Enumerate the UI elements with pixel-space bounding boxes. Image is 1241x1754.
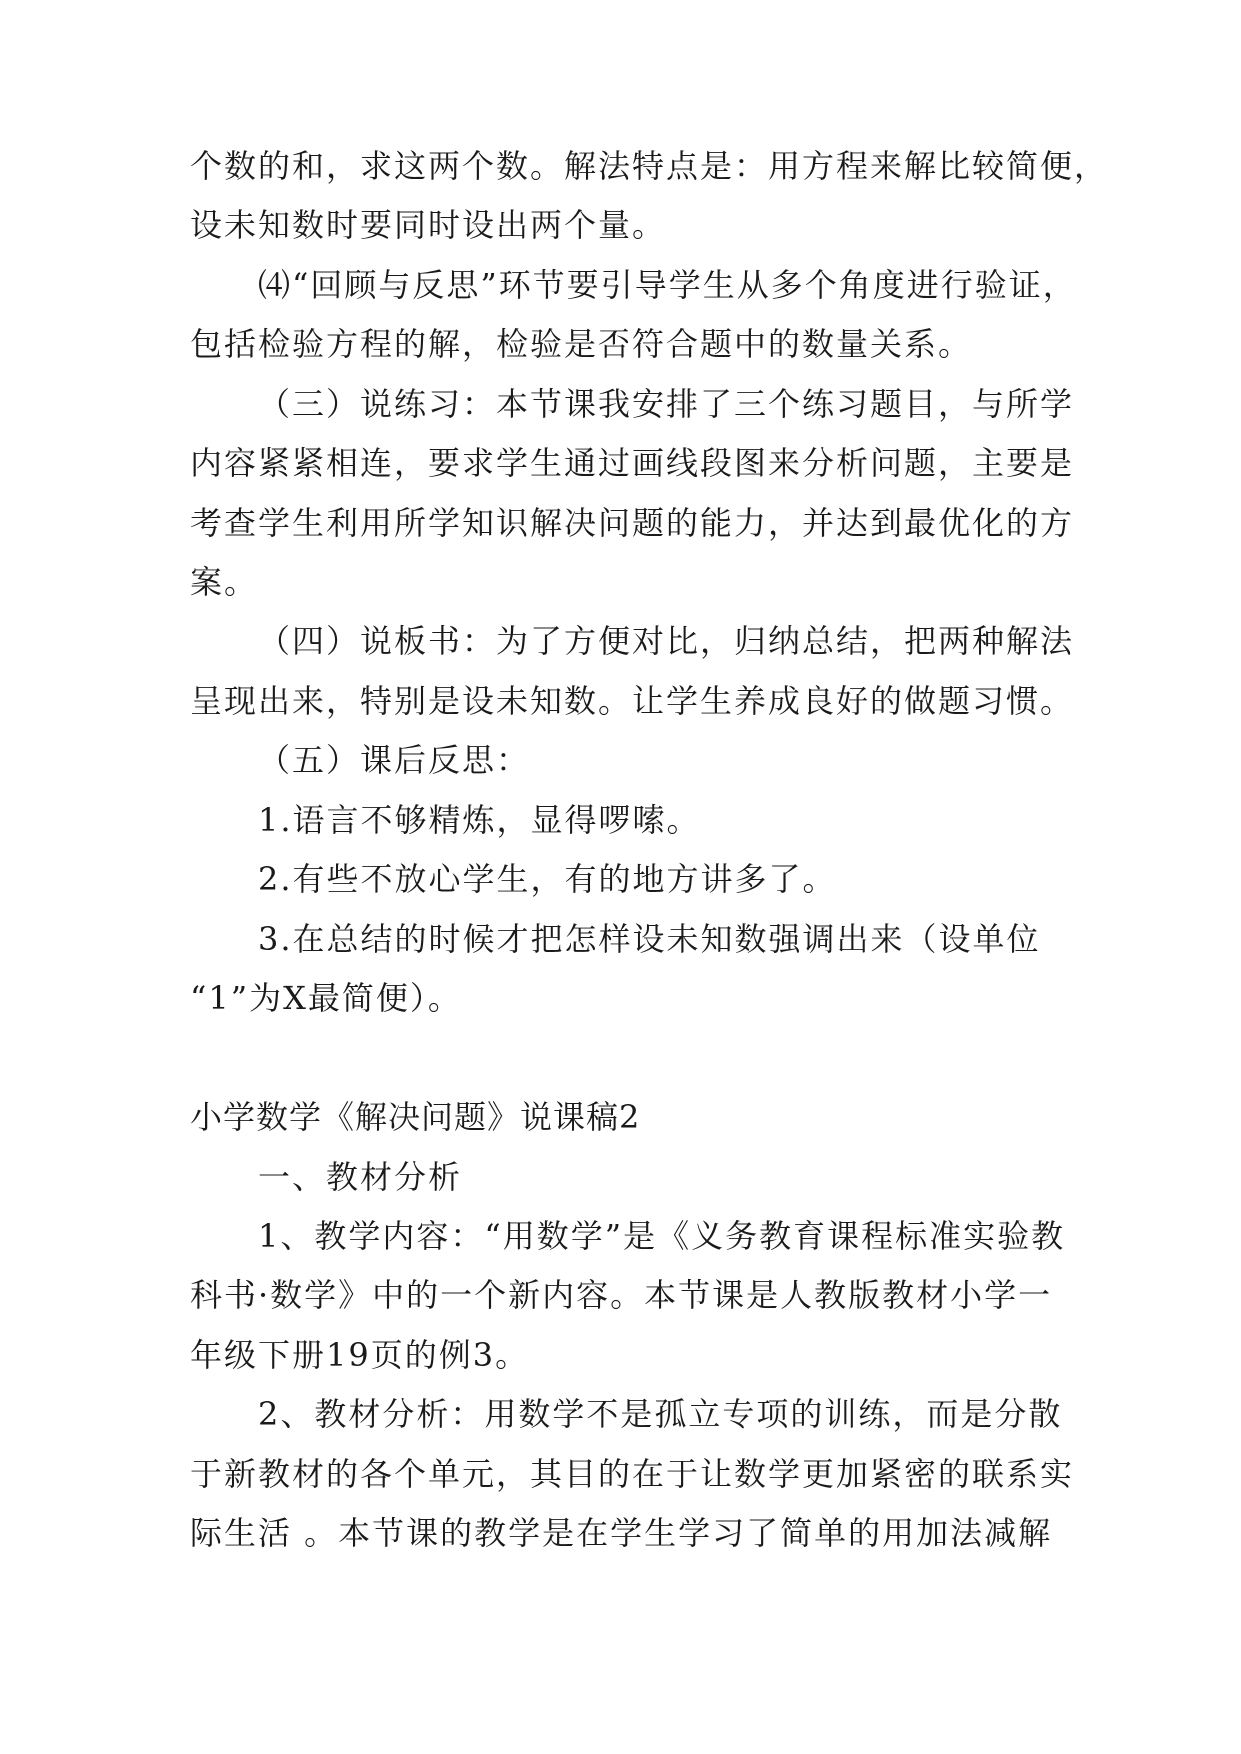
text-line: “1”为X最简便）。 bbox=[190, 979, 462, 1017]
text-line: 考查学生利用所学知识解决问题的能力，并达到最优化的方 bbox=[190, 504, 1075, 542]
text-line: 年级下册19页的例3。 bbox=[190, 1336, 530, 1374]
text-line: 科书·数学》中的一个新内容。本节课是人教版教材小学一 bbox=[190, 1276, 1053, 1314]
text-line: 案。 bbox=[190, 563, 259, 601]
text-line: 个数的和，求这两个数。解法特点是：用方程来解比较简便， bbox=[190, 147, 1109, 185]
text-line: 2、教材分析：用数学不是孤立专项的训练，而是分散 bbox=[258, 1395, 1063, 1433]
text-line: 1.语言不够精炼，显得啰嗦。 bbox=[258, 801, 701, 839]
text-line: 呈现出来，特别是设未知数。让学生养成良好的做题习惯。 bbox=[190, 682, 1075, 720]
section-title: 小学数学《解决问题》说课稿2 bbox=[190, 1098, 641, 1136]
text-line: （三）说练习：本节课我安排了三个练习题目，与所学 bbox=[258, 385, 1075, 423]
text-line: 际生活 。本节课的教学是在学生学习了简单的用加法减解 bbox=[190, 1514, 1053, 1552]
text-line: （四）说板书：为了方便对比，归纳总结，把两种解法 bbox=[258, 622, 1075, 660]
text-line: 内容紧紧相连，要求学生通过画线段图来分析问题，主要是 bbox=[190, 444, 1075, 482]
text-line: 1、教学内容：“用数学”是《义务教育课程标准实验教 bbox=[258, 1217, 1066, 1255]
text-line: 2.有些不放心学生，有的地方讲多了。 bbox=[258, 860, 837, 898]
text-line: （五）课后反思： bbox=[258, 741, 531, 779]
text-line: 设未知数时要同时设出两个量。 bbox=[190, 206, 667, 244]
text-line: ⑷“回顾与反思”环节要引导学生从多个角度进行验证， bbox=[258, 266, 1077, 304]
text-line: 于新教材的各个单元，其目的在于让数学更加紧密的联系实 bbox=[190, 1455, 1075, 1493]
text-line: 包括检验方程的解，检验是否符合题中的数量关系。 bbox=[190, 325, 973, 363]
text-line: 3.在总结的时候才把怎样设未知数强调出来（设单位 bbox=[258, 920, 1041, 958]
text-line: 一、教材分析 bbox=[258, 1158, 463, 1196]
